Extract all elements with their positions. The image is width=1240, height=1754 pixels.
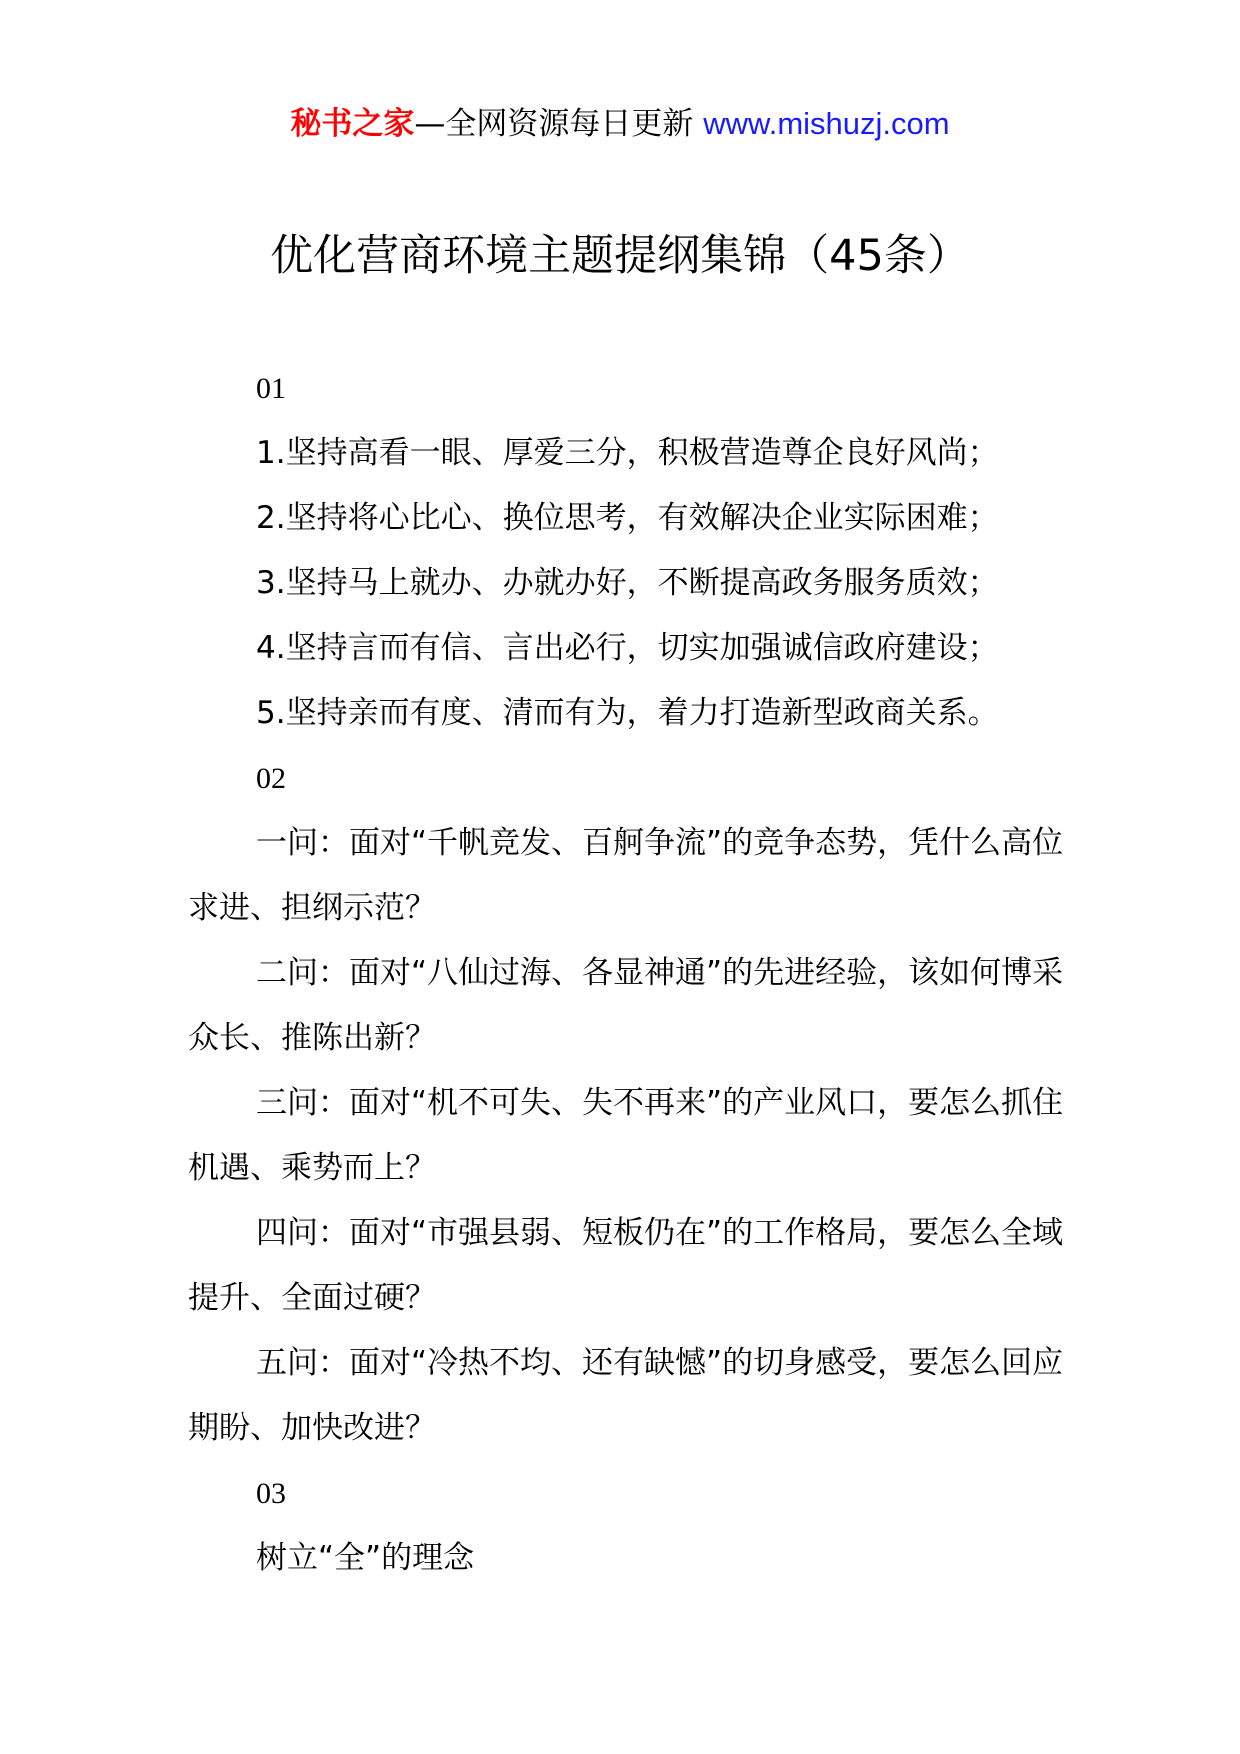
site-slogan: —全网资源每日更新	[414, 106, 694, 142]
site-header	[0, 100, 1240, 148]
question-paragraph: 二问：面对“八仙过海、各显神通”的先进经验，该如何博采众长、推陈出新？	[188, 955, 1064, 1056]
section-heading: 树立“全”的理念	[256, 1540, 475, 1576]
question-paragraph: 一问：面对“千帆竞发、百舸争流”的竞争态势，凭什么高位求进、担纲示范？	[188, 825, 1064, 926]
list-item: 3.坚持马上就办、办就办好，不断提高政务服务质效；	[256, 565, 999, 601]
section-number: 02	[256, 762, 286, 795]
document-body	[188, 356, 1068, 1591]
list-item: 1.坚持高看一眼、厚爱三分，积极营造尊企良好风尚；	[256, 435, 999, 471]
question-paragraph: 四问：面对“市强县弱、短板仍在”的工作格局，要怎么全域提升、全面过硬？	[188, 1215, 1064, 1316]
document-title: 优化营商环境主题提纲集锦（45条）	[270, 231, 970, 281]
list-item: 5.坚持亲而有度、清而有为，着力打造新型政商关系。	[256, 695, 999, 731]
section-number: 03	[256, 1477, 286, 1510]
site-brand: 秘书之家	[290, 106, 415, 142]
site-url-link[interactable]: www.mishuzj.com	[703, 106, 950, 141]
section-number: 01	[256, 372, 286, 405]
list-item: 4.坚持言而有信、言出必行，切实加强诚信政府建设；	[256, 630, 999, 666]
question-paragraph: 三问：面对“机不可失、失不再来”的产业风口，要怎么抓住机遇、乘势而上？	[188, 1085, 1064, 1186]
list-item: 2.坚持将心比心、换位思考，有效解决企业实际困难；	[256, 500, 999, 536]
question-paragraph: 五问：面对“冷热不均、还有缺憾”的切身感受，要怎么回应期盼、加快改进？	[188, 1345, 1064, 1446]
